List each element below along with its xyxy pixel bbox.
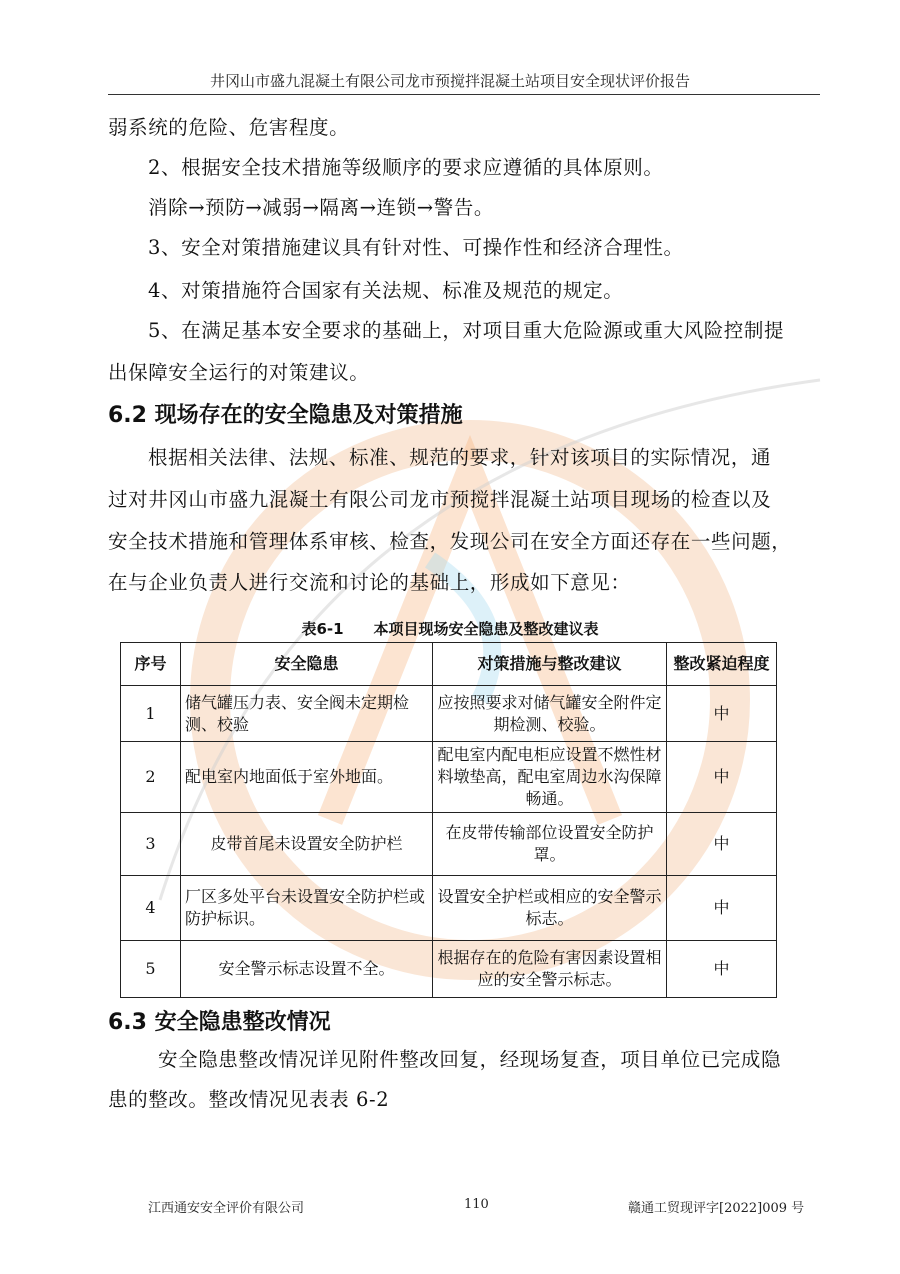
paragraph-line: 3、安全对策措施建议具有针对性、可操作性和经济合理性。 (148, 236, 684, 259)
cell-urgency: 中 (667, 876, 777, 941)
table-row (121, 813, 777, 876)
col-header-hazard: 安全隐患 (181, 643, 433, 686)
paragraph-line: 根据相关法律、法规、标准、规范的要求，针对该项目的实际情况，通 (148, 446, 772, 469)
cell-urgency: 中 (667, 813, 777, 876)
table-and-section-6-3 (108, 642, 820, 1120)
header-rule (108, 94, 820, 95)
cell-measure: 在皮带传输部位设置安全防护罩。 (433, 813, 667, 876)
cell-index: 1 (121, 686, 181, 742)
paragraph-line: 2、根据安全技术措施等级顺序的要求应遵循的具体原则。 (148, 156, 664, 179)
col-header-measure: 对策措施与整改建议 (433, 643, 667, 686)
footer-doc-number: 赣通工贸现评字[2022]009 号 (628, 1201, 805, 1216)
cell-index: 3 (121, 813, 181, 876)
cell-urgency: 中 (667, 941, 777, 998)
cell-hazard: 厂区多处平台未设置安全防护栏或防护标识。 (181, 876, 433, 941)
paragraph-line: 患的整改。整改情况见表表 6-2 (108, 1088, 390, 1111)
cell-measure: 配电室内配电柜应设置不燃性材料墩垫高，配电室周边水沟保障畅通。 (433, 742, 667, 813)
running-header: 井冈山市盛九混凝土有限公司龙市预搅拌混凝土站项目安全现状评价报告 (209, 72, 690, 90)
cell-measure: 根据存在的危险有害因素设置相应的安全警示标志。 (433, 941, 667, 998)
col-header-index: 序号 (121, 643, 181, 686)
cell-urgency: 中 (667, 742, 777, 813)
hazard-table (120, 642, 777, 998)
paragraph-line: 过对井冈山市盛九混凝土有限公司龙市预搅拌混凝土站项目现场的检查以及 (108, 488, 772, 511)
paragraph-line: 5、在满足基本安全要求的基础上，对项目重大危险源或重大风险控制提 (148, 319, 785, 342)
paragraph-line: 安全技术措施和管理体系审核、检查，发现公司在安全方面还存在一些问题， (108, 530, 792, 553)
cell-urgency: 中 (667, 686, 777, 742)
paragraph-line: 安全隐患整改情况详见附件整改回复，经现场复查，项目单位已完成隐 (158, 1048, 782, 1071)
table-row (121, 941, 777, 998)
cell-hazard: 储气罐压力表、安全阀未定期检测、校验 (181, 686, 433, 742)
cell-hazard: 皮带首尾未设置安全防护栏 (181, 813, 433, 876)
paragraph-line: 4、对策措施符合国家有关法规、标准及规范的规定。 (148, 279, 624, 302)
footer-company: 江西通安安全评价有限公司 (148, 1201, 305, 1216)
cell-index: 4 (121, 876, 181, 941)
col-header-urgency: 整改紧迫程度 (667, 643, 777, 686)
table-header-row (121, 643, 777, 686)
table-caption: 表6-1 本项目现场安全隐患及整改建议表 (301, 620, 599, 638)
section-heading-6-2: 6.2 现场存在的安全隐患及对策措施 (108, 403, 463, 428)
cell-index: 5 (121, 941, 181, 998)
cell-hazard: 安全警示标志设置不全。 (181, 941, 433, 998)
paragraph-line: 出保障安全运行的对策建议。 (108, 361, 370, 384)
paragraph-line: 消除→预防→减弱→隔离→连锁→警告。 (148, 196, 494, 219)
table-row (121, 876, 777, 941)
table-row (121, 742, 777, 813)
table-row (121, 686, 777, 742)
cell-measure: 设置安全护栏或相应的安全警示标志。 (433, 876, 667, 941)
cell-measure: 应按照要求对储气罐安全附件定期检测、校验。 (433, 686, 667, 742)
page-number: 110 (464, 1197, 489, 1212)
section-heading-6-3: 6.3 安全隐患整改情况 (108, 1010, 331, 1035)
cell-hazard: 配电室内地面低于室外地面。 (181, 742, 433, 813)
paragraph-line: 在与企业负责人进行交流和讨论的基础上，形成如下意见： (108, 571, 631, 594)
paragraph-line: 弱系统的危险、危害程度。 (108, 116, 350, 139)
cell-index: 2 (121, 742, 181, 813)
